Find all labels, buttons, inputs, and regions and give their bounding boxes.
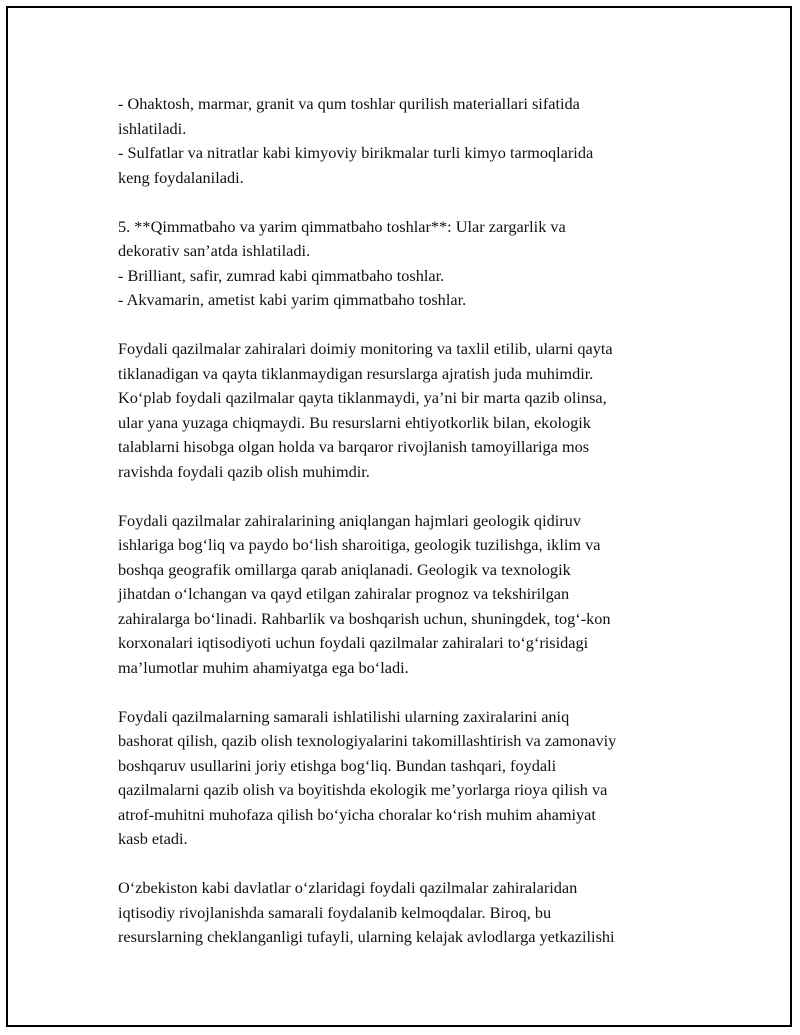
paragraph-gap: [118, 484, 688, 509]
paragraph: Foydali qazilmalarning samarali ishlatilishi ularning zaxiralarini aniq bashorat qilish, qazib olish texnologiyalarini takomillashtirish va zamonaviy boshqaruv usullarini joriy etishga bog‘liq. Bundan tashqari, foydali qazilmalarni qazib olish va boyitishda ekologik me’yorlarga rioya qilish va atrof-muhitni muhofaza qilish bo‘yicha choralar ko‘rish muhim ahamiyat kasb etadi.: [118, 706, 617, 848]
paragraph-gap: [118, 852, 688, 877]
list-item: - Brilliant, safir, zumrad kabi qimmatbaho toshlar.: [118, 265, 445, 285]
list-item: - Ohaktosh, marmar, granit va qum toshlar qurilish materiallari sifatida ishlatiladi.: [118, 94, 580, 138]
section-heading: 5. **Qimmatbaho va yarim qimmatbaho toshlar**: Ular zargarlik va dekorativ san’atda ishlatiladi.: [118, 216, 566, 260]
document-body: [118, 92, 688, 950]
paragraph-gap: [118, 680, 688, 705]
paragraph: Foydali qazilmalar zahiralari doimiy monitoring va taxlil etilib, ularni qayta tiklanadigan va qayta tiklanmaydigan resurslarga ajratish juda muhimdir. Ko‘plab foydali qazilmalar qayta tiklanmaydi, ya’ni bir marta qazib olinsa, ular yana yuzaga chiqmaydi. Bu resurslarni ehtiyotkorlik bilan, ekologik talablarni hisobga olgan holda va barqaror rivojlanish tamoyillariga mos ravishda foydali qazib olish muhimdir.: [118, 339, 613, 481]
paragraph-gap: [118, 190, 688, 215]
list-item: - Akvamarin, ametist kabi yarim qimmatbaho toshlar.: [118, 290, 467, 309]
paragraph-gap: [118, 313, 688, 338]
paragraph: Foydali qazilmalar zahiralarining aniqlangan hajmlari geologik qidiruv ishlariga bog‘liq va paydo bo‘lish sharoitiga, geologik tuzilishga, iklim va boshqa geografik omillarga qarab aniqlanadi. Geologik va texnologik jihatdan o‘lchangan va qayd etilgan zahiralar prognoz va tekshirilgan zahiralarga bo‘linadi. Rahbarlik va boshqarish uchun, shuningdek, tog‘-kon korxonalari iqtisodiyoti uchun foydali qazilmalar zahiralari to‘g‘risidagi ma’lumotlar muhim ahamiyatga ega bo‘ladi.: [118, 510, 611, 677]
list-item: - Sulfatlar va nitratlar kabi kimyoviy birikmalar turli kimyo tarmoqlarida keng foydalaniladi.: [118, 143, 594, 187]
paragraph: O‘zbekiston kabi davlatlar o‘zlaridagi foydali qazilmalar zahiralaridan iqtisodiy rivojlanishda samarali foydalanib kelmoqdalar. Biroq, bu resurslarning cheklanganligi tufayli, ularning kelajak avlodlarga yetkazilishi: [118, 878, 615, 946]
